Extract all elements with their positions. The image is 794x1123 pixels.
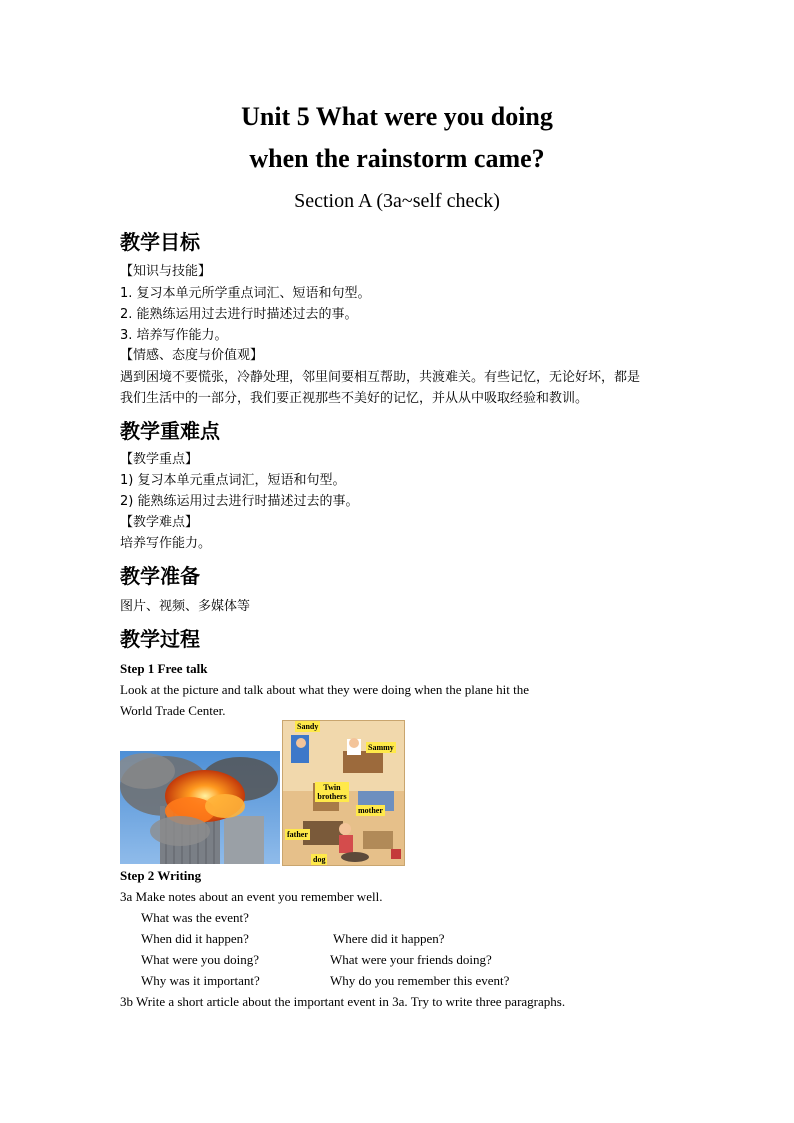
question-you-doing: What were you doing?	[141, 952, 260, 967]
question-why-remember: Why do you remember this event?	[330, 973, 510, 988]
question-when: When did it happen?	[141, 931, 249, 946]
knowledge-item: 1. 复习本单元所学重点词汇、短语和句型。	[120, 286, 371, 301]
question-friends-doing: What were your friends doing?	[330, 952, 492, 967]
emotion-label: 【情感、态度与价值观】	[120, 348, 264, 363]
difficulty-text: 培养写作能力。	[120, 536, 212, 551]
knowledge-item: 3. 培养写作能力。	[120, 328, 228, 343]
step1-title: Step 1 Free talk	[120, 661, 208, 676]
family-illustration	[282, 720, 405, 866]
step1-text-line-1: Look at the picture and talk about what they were doing when the plane hit the	[120, 682, 530, 697]
title-line-2: when the rainstorm came?	[249, 144, 545, 173]
emotion-text-line-1: 遇到困境不要慌张，冷静处理，邻里间要相互帮助，共渡难关。有些记忆，无论好坏，都是	[120, 370, 641, 385]
label-twin-brothers: Twin brothers	[315, 782, 349, 802]
preparation-heading: 教学准备	[120, 564, 200, 588]
question-event: What was the event?	[141, 910, 249, 925]
focus-label: 【教学重点】	[120, 452, 199, 467]
knowledge-label: 【知识与技能】	[120, 264, 212, 279]
world-trade-center-photo	[120, 751, 280, 864]
focus-item: 1) 复习本单元重点词汇，短语和句型。	[120, 473, 346, 488]
label-father: father	[287, 830, 308, 839]
title-line-1: Unit 5 What were you doing	[241, 102, 553, 131]
knowledge-item: 2. 能熟练运用过去进行时描述过去的事。	[120, 307, 358, 322]
focus-item: 2) 能熟练运用过去进行时描述过去的事。	[120, 494, 359, 509]
question-why-important: Why was it important?	[141, 973, 260, 988]
label-sandy: Sandy	[297, 722, 319, 731]
label-mother: mother	[358, 806, 383, 815]
objectives-heading: 教学目标	[120, 230, 200, 254]
difficulty-label: 【教学难点】	[120, 515, 199, 530]
emotion-text-line-2: 我们生活中的一部分，我们要正视那些不美好的记忆，并从从中吸取经验和教训。	[120, 391, 589, 406]
step1-text-line-2: World Trade Center.	[120, 703, 226, 718]
label-sammy: Sammy	[368, 743, 394, 752]
label-dog: dog	[313, 855, 326, 864]
task-3a: 3a Make notes about an event you remember well.	[120, 889, 383, 904]
process-heading: 教学过程	[120, 627, 200, 651]
task-3b: 3b Write a short article about the important event in 3a. Try to write three paragraphs.	[120, 994, 566, 1009]
section-subtitle: Section A (3a~self check)	[294, 190, 500, 212]
key-points-heading: 教学重难点	[120, 419, 220, 443]
step2-title: Step 2 Writing	[120, 868, 202, 883]
preparation-text: 图片、视频、多媒体等	[120, 599, 251, 614]
question-where: Where did it happen?	[333, 931, 445, 946]
